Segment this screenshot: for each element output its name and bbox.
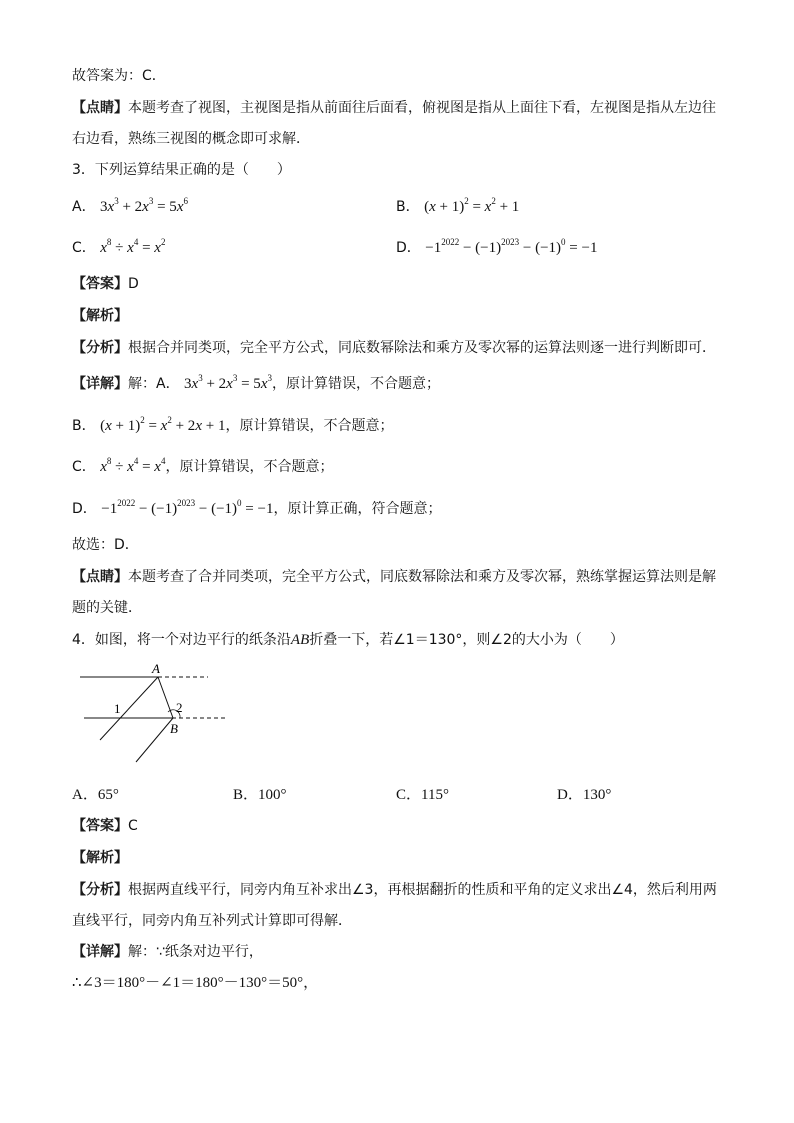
q4-fenxi: 【分析】根据两直线平行，同旁内角互补求出∠3，再根据翻折的性质和平角的定义求出∠4，然后利用两 (72, 882, 717, 898)
q3-analysis-tag: 【解析】 (72, 308, 128, 324)
q4-fenxi-2: 直线平行，同旁内角互补列式计算即可得解． (72, 913, 352, 929)
q3-option-a: A． $3x^3 + 2x^3 = 5x^6$ (72, 196, 188, 215)
q4-analysis-tag: 【解析】 (72, 850, 128, 866)
fig-label-a: A (152, 661, 160, 676)
q4-option-d: D．130° (557, 787, 612, 803)
q3-comment-2: 题的关键． (72, 600, 142, 616)
q4-option-c: C．115° (396, 787, 449, 803)
comment-text: 本题考查了视图，主视图是指从前面往后面看，俯视图是指从上面往下看，左视图是指从左边往 (128, 100, 716, 116)
q3-option-c: C． $x^8 \div x^4 = x^2$ (72, 237, 166, 256)
q3-option-b: B． $(x + 1)^2 = x^2 + 1$ (396, 196, 520, 215)
q3-fenxi: 【分析】根据合并同类项，完全平方公式，同底数幂除法和乘方及零次幂的运算法则逐一进行判断即可． (72, 340, 716, 356)
q4-option-b: B．100° (233, 787, 287, 803)
q4-stem: 4．如图，将一个对边平行的纸条沿AB折叠一下，若∠1＝130°，则∠2的大小为（ ） (72, 632, 624, 648)
q4-option-a: A．65° (72, 787, 119, 803)
q3-detail-d: D． $-1^{2022} - (-1)^{2023} - (-1)^0 = -1$，原计算正确，符合题意； (72, 498, 442, 517)
q4-answer: 【答案】C (72, 818, 138, 834)
comment-line-1 (72, 98, 716, 118)
fig-label-1: 1 (114, 701, 121, 716)
q4-figure (72, 660, 242, 770)
q4-step: ∴∠3＝180°－∠1＝180°－130°＝50°， (72, 975, 319, 991)
q3-stem: 3．下列运算结果正确的是（ ） (72, 162, 291, 178)
q4-detail: 【详解】解：∵纸条对边平行， (72, 944, 263, 960)
q3-answer: 【答案】D (72, 276, 139, 292)
fig-label-b: B (170, 721, 178, 736)
q3-detail-c: C． $x^8 \div x^4 = x^4$，原计算错误，不合题意； (72, 456, 334, 475)
q3-choose: 故选：D． (72, 537, 139, 553)
comment-line-2: 右边看，熟练三视图的概念即可求解． (72, 131, 310, 147)
q3-comment: 【点睛】本题考查了合并同类项，完全平方公式，同底数幂除法和乘方及零次幂，熟练掌握运算法则是解 (72, 569, 716, 585)
comment-tag: 【点睛】 (72, 100, 128, 116)
q3-detail-a: 【详解】解：A． $3x^3 + 2x^3 = 5x^3$，原计算错误，不合题意； (72, 373, 440, 392)
q3-detail-b: B． $(x + 1)^2 = x^2 + 2x + 1$，原计算错误，不合题意； (72, 415, 394, 434)
q3-option-d: D． $-1^{2022} - (-1)^{2023} - (-1)^0 = -1$ (396, 237, 598, 256)
ans-prev: 故答案为：C． (72, 68, 166, 84)
fig-label-2: 2 (176, 700, 183, 715)
